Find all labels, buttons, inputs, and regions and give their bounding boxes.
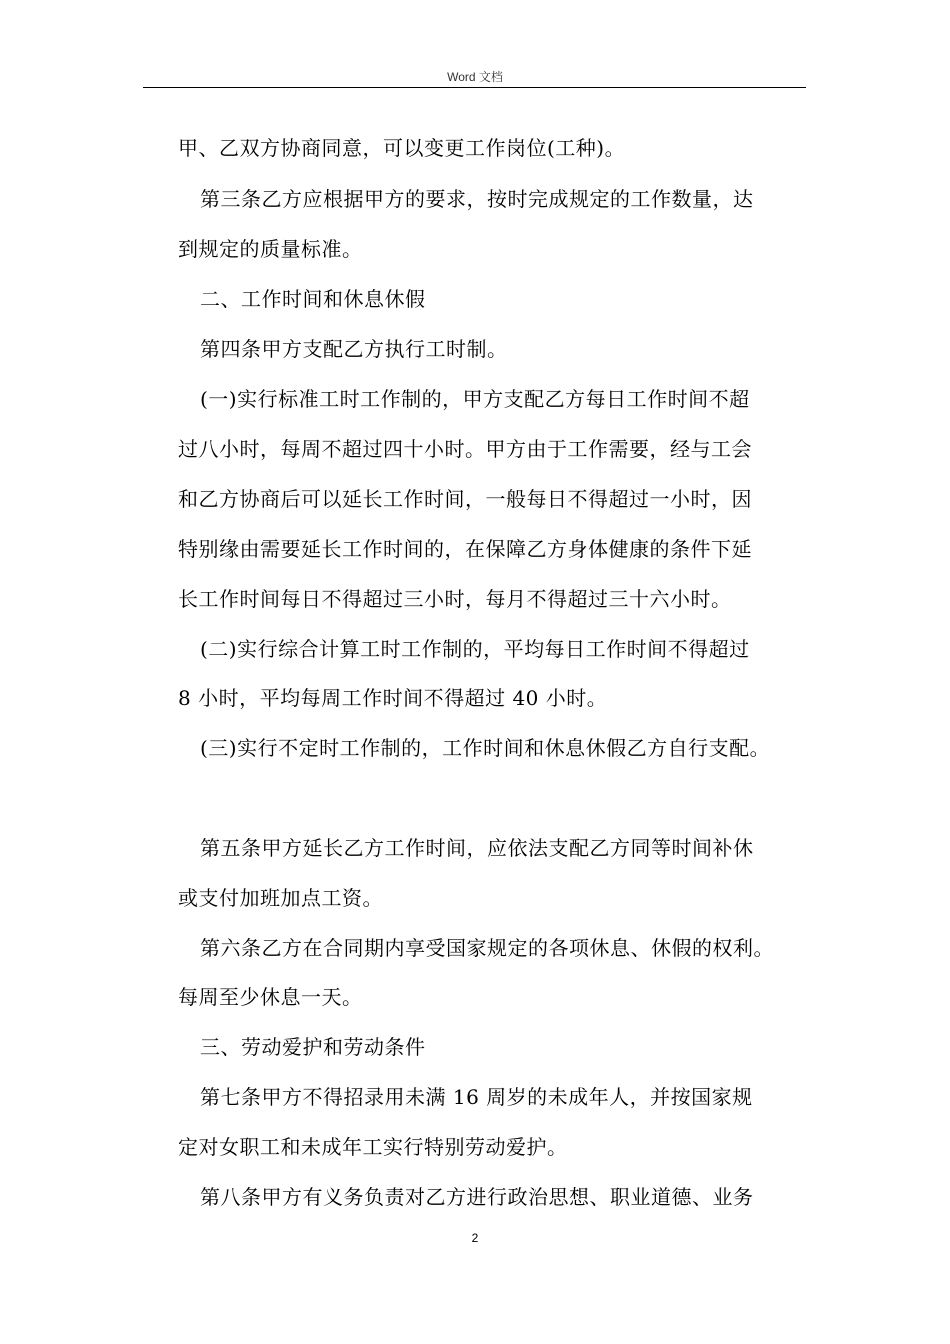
text-line: 8 小时，平均每周工作时间不得超过 40 小时。 (178, 686, 608, 710)
page-header-title: Word 文档 (447, 70, 503, 84)
text-line: 或支付加班加点工资。 (178, 886, 383, 910)
text-line: 第四条甲方支配乙方执行工时制。 (200, 337, 508, 361)
text-line: 长工作时间每日不得超过三小时，每月不得超过三十六小时。 (178, 587, 732, 611)
text-line: 第三条乙方应根据甲方的要求，按时完成规定的工作数量，达 (200, 187, 754, 211)
text-line: 定对女职工和未成年工实行特别劳动爱护。 (178, 1135, 568, 1159)
text-line: (三)实行不定时工作制的，工作时间和休息休假乙方自行支配。 (200, 736, 771, 760)
text-line: 特别缘由需要延长工作时间的，在保障乙方身体健康的条件下延 (178, 537, 752, 561)
page-number: 2 (471, 1231, 479, 1245)
text-line: 第八条甲方有义务负责对乙方进行政治思想、职业道德、业务 (200, 1185, 754, 1209)
text-line: 过八小时，每周不超过四十小时。甲方由于工作需要，经与工会 (178, 437, 752, 461)
section-heading: 三、劳动爱护和劳动条件 (200, 1035, 426, 1059)
text-line: 第七条甲方不得招录用未满 16 周岁的未成年人，并按国家规 (200, 1085, 753, 1109)
text-line: (一)实行标准工时工作制的，甲方支配乙方每日工作时间不超 (200, 387, 750, 411)
text-line: 第六条乙方在合同期内享受国家规定的各项休息、休假的权利。 (200, 936, 774, 960)
text-line: (二)实行综合计算工时工作制的，平均每日工作时间不得超过 (200, 637, 750, 661)
text-line: 第五条甲方延长乙方工作时间，应依法支配乙方同等时间补休 (200, 836, 754, 860)
text-line: 每周至少休息一天。 (178, 985, 363, 1009)
text-line: 甲、乙双方协商同意，可以变更工作岗位(工种)。 (178, 136, 626, 160)
text-line: 到规定的质量标准。 (178, 237, 363, 261)
section-heading: 二、工作时间和休息休假 (200, 287, 426, 311)
text-line: 和乙方协商后可以延长工作时间，一般每日不得超过一小时，因 (178, 487, 752, 511)
header-divider (143, 87, 806, 88)
